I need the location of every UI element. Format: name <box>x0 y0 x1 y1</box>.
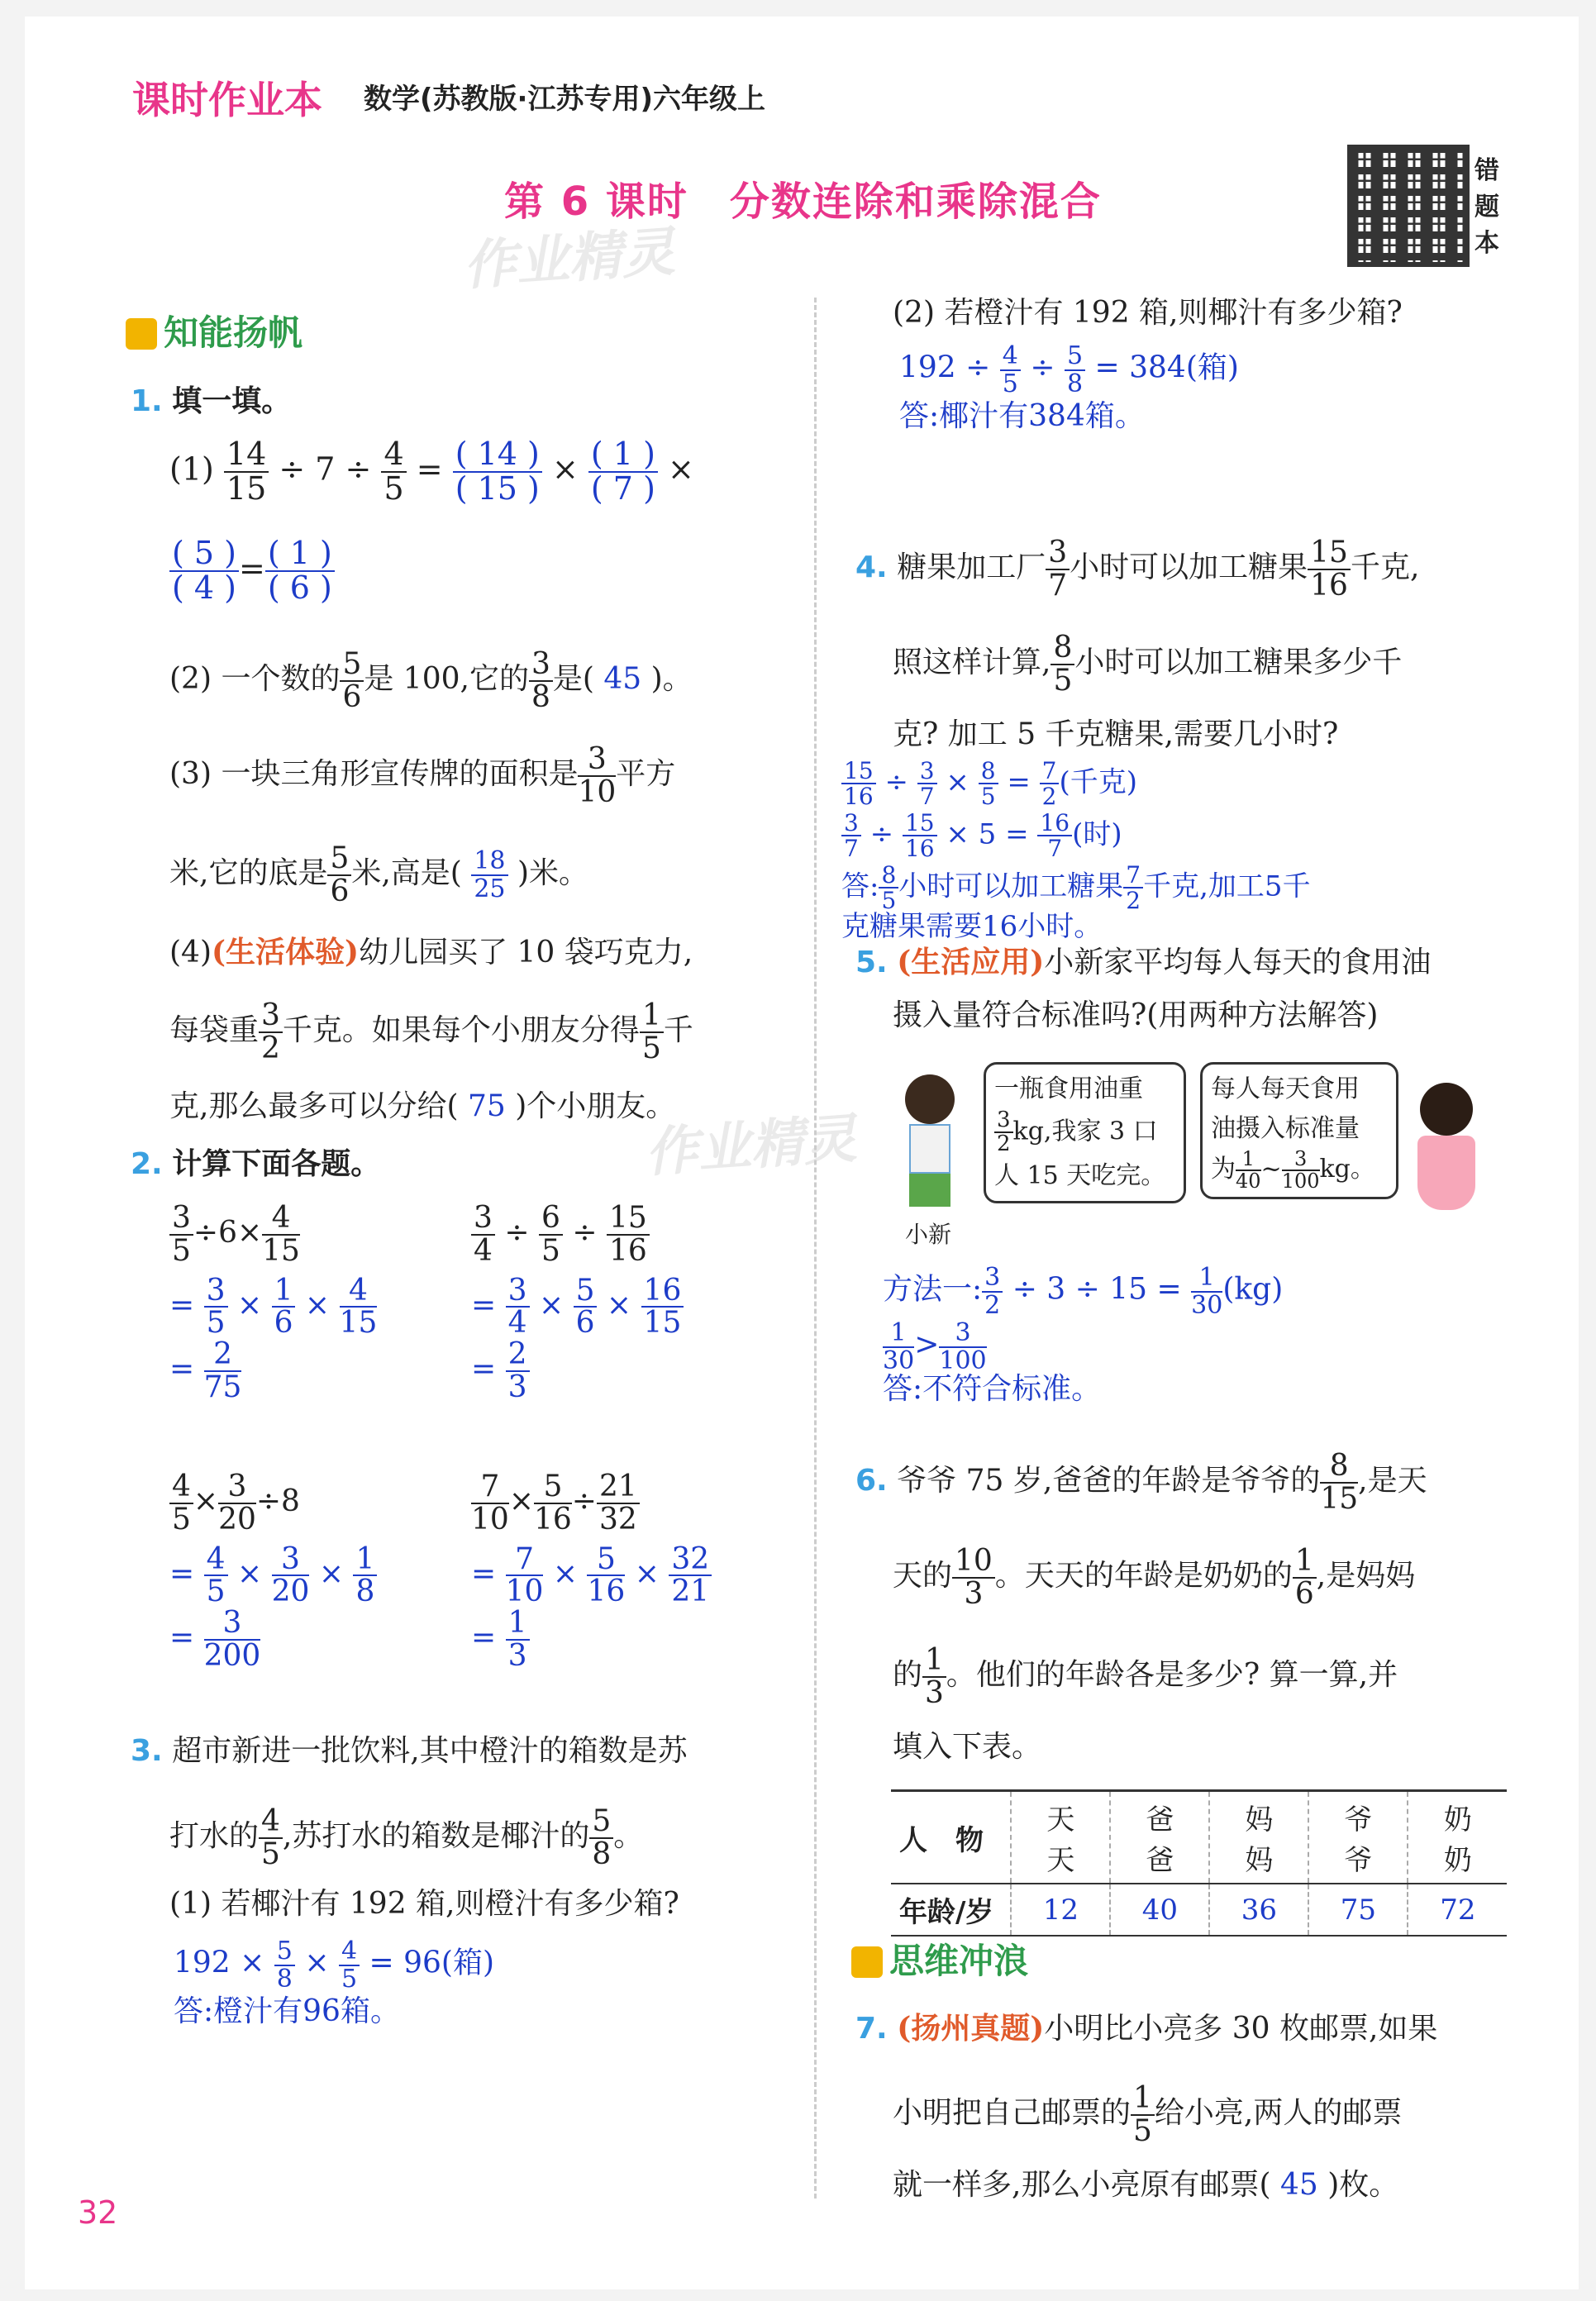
boy-label: 小新 <box>905 1221 952 1248</box>
q5-line2: 摄入量符合标准吗?(用两种方法解答) <box>893 998 1379 1032</box>
q2-title: 2. 计算下面各题。 <box>131 1147 381 1181</box>
calc-b: $\frac{3}{4}$ ÷ $\frac{6}{5}$ ÷ $\frac{15}{16}$ = $\frac{3}{4}$ × $\frac{5}{6}$ × $\frac{16}{15}$ = $\frac{2}{3}$ <box>471 1203 684 1403</box>
section-heading: 知能扬帆 <box>126 306 303 355</box>
table-cell: 40 <box>1110 1884 1209 1936</box>
q5-method1: 方法一: $\frac{3}{2}$ ÷ 3 ÷ 15 = $\frac{1}{30}$ (kg) $\frac{1}{30}$ > $\frac{3}{100}$ 答:不符合标准。 <box>883 1263 1284 1406</box>
q1-title: 1. 填一填。 <box>131 384 292 418</box>
sail-icon <box>126 318 157 350</box>
table-cell: 72 <box>1408 1884 1507 1936</box>
q6-line3: 的 $\frac{1}{3}$ 。他们的年龄各是多少? 算一算,并 <box>893 1643 1398 1710</box>
table-cell: 爷 爷 <box>1308 1791 1408 1884</box>
q3-answer1: 192 × $\frac{5}{8}$ × $\frac{4}{5}$ = 96(箱) 答:橙汁有96箱。 <box>174 1937 495 2028</box>
lesson-title: 第 6 课时 分数连除和乘除混合 <box>504 179 1102 225</box>
calc-c: $\frac{4}{5}$ × $\frac{3}{20}$ ÷8 = $\frac{4}{5}$ × $\frac{3}{20}$ × $\frac{1}{8}$ = $\frac{3}{200}$ <box>169 1471 377 1672</box>
age-table <box>891 1789 1507 1937</box>
q7-line2: 小明把自己邮票的 $\frac{1}{5}$ 给小亮,两人的邮票 <box>893 2081 1403 2148</box>
table-header-age: 年龄/岁 <box>891 1884 1011 1936</box>
q7-line1: 7. (扬州真题)小明比小亮多 30 枚邮票,如果 <box>855 2011 1438 2046</box>
table-header-people: 人 物 <box>891 1791 1011 1884</box>
qr-code-icon[interactable] <box>1347 145 1470 267</box>
wave-icon <box>851 1946 883 1978</box>
q1-part4: (4)(生活体验)幼儿园买了 10 袋巧克力, <box>169 935 693 969</box>
q7-line3: 就一样多,那么小亮原有邮票( 45 )枚。 <box>893 2168 1399 2202</box>
q1-part4-line2: 每袋重 $\frac{3}{2}$ 千克。如果每个小朋友分得 $\frac{1}{5}$ 千 <box>169 998 693 1065</box>
table-cell: 天 天 <box>1011 1791 1110 1884</box>
q1-part3: (3) 一块三角形宣传牌的面积是 $\frac{3}{10}$ 平方 <box>169 742 676 809</box>
q3-sub1: (1) 若椰汁有 192 箱,则橙汁有多少箱? <box>169 1887 679 1921</box>
q4-line2: 照这样计算, $\frac{8}{5}$ 小时可以加工糖果多少千 <box>893 631 1403 698</box>
watermark: 作业精灵 <box>461 222 677 298</box>
table-cell: 奶 奶 <box>1408 1791 1507 1884</box>
calc-d: $\frac{7}{10}$ × $\frac{5}{16}$ ÷ $\frac{21}{32}$ = $\frac{7}{10}$ × $\frac{5}{16}$ × $\frac{32}{21}$ = $\frac{1}{3}$ <box>471 1471 712 1672</box>
q1-part2: (2) 一个数的 $\frac{5}{6}$ 是 100,它的 $\frac{3}{8}$ 是( 45 )。 <box>169 647 693 714</box>
speech-bubble-boy: 一瓶食用油重 $\frac{3}{2}$ kg,我家 3 口 人 15 天吃完。 <box>984 1062 1186 1203</box>
table-cell: 爸 爸 <box>1110 1791 1209 1884</box>
girl-illustration <box>1409 1083 1484 1223</box>
q1-part3-line2: 米,它的底是 $\frac{5}{6}$ 米,高是( $\frac{18}{25}$ )米。 <box>169 841 588 908</box>
watermark: 作业精灵 <box>643 1108 859 1184</box>
brand-title: 课时作业本 <box>132 78 322 122</box>
q3-line2: 打水的 $\frac{4}{5}$ ,苏打水的箱数是椰汁的 $\frac{5}{8}$ 。 <box>169 1804 644 1871</box>
qr-label: 错题本 <box>1475 156 1499 258</box>
boy-illustration <box>901 1074 959 1215</box>
table-cell: 36 <box>1209 1884 1308 1936</box>
q3-line1: 3. 超市新进一批饮料,其中橙汁的箱数是苏 <box>131 1734 688 1768</box>
column-divider <box>814 298 817 2199</box>
q6-line2: 天的 $\frac{10}{3}$ 。天天的年龄是奶奶的 $\frac{1}{6}$ ,是妈妈 <box>893 1544 1416 1611</box>
q4-line1: 4. 糖果加工厂 $\frac{3}{7}$ 小时可以加工糖果 $\frac{15}{16}$ 千克, <box>855 536 1420 603</box>
q3-answer2: 192 ÷ $\frac{4}{5}$ ÷ $\frac{5}{8}$ = 384(箱) 答:椰汁有384箱。 <box>899 341 1239 433</box>
q5-line1: 5. (生活应用)小新家平均每人每天的食用油 <box>855 945 1432 979</box>
page-number: 32 <box>78 2194 118 2231</box>
q4-work: $\frac{15}{16}$ ÷ $\frac{3}{7}$ × $\frac{8}{5}$ = $\frac{7}{2}$ (千克) $\frac{3}{7}$ ÷ $\frac{15}{16}$ × 5 = $\frac{16}{7}$ (时) 答: $\frac{8}{5}$ 小时可以加工糖果 $\frac{7}{2}$ 千克,加工5千 克糖果需要16小时。 <box>841 757 1311 944</box>
table-cell: 妈 妈 <box>1209 1791 1308 1884</box>
q3-sub2: (2) 若橙汁有 192 箱,则椰汁有多少箱? <box>893 296 1403 330</box>
table-cell: 12 <box>1011 1884 1110 1936</box>
speech-bubble-girl: 每人每天食用 油摄入标准量 为 $\frac{1}{40}$ ~ $\frac{3}{100}$ kg。 <box>1200 1062 1398 1199</box>
q1-part4-line3: 克,那么最多可以分给( 75 )个小朋友。 <box>169 1089 676 1123</box>
table-cell: 75 <box>1308 1884 1408 1936</box>
q1-part1: (1) $\frac{14}{15}$ ÷ 7 ÷ $\frac{4}{5}$ = $\frac{( 14 )}{( 15 )}$ × $\frac{( 1 )}{( 7 )}$ × <box>169 436 694 507</box>
section-heading: 思维冲浪 <box>851 1934 1028 1984</box>
q6-line1: 6. 爷爷 75 岁,爸爸的年龄是爷爷的 $\frac{8}{15}$ ,是天 <box>855 1449 1427 1516</box>
calc-a: $\frac{3}{5}$ ÷6× $\frac{4}{15}$ = $\frac{3}{5}$ × $\frac{1}{6}$ × $\frac{4}{15}$ = $\frac{2}{75}$ <box>169 1201 378 1404</box>
book-subtitle: 数学(苏教版·江苏专用)六年级上 <box>364 83 765 116</box>
q6-line4: 填入下表。 <box>893 1730 1042 1764</box>
q4-line3: 克? 加工 5 千克糖果,需要几小时? <box>893 717 1339 751</box>
q1-part1-cont: $\frac{( 5 )}{( 4 )}$ = $\frac{( 1 )}{( 6 )}$ <box>169 537 335 605</box>
